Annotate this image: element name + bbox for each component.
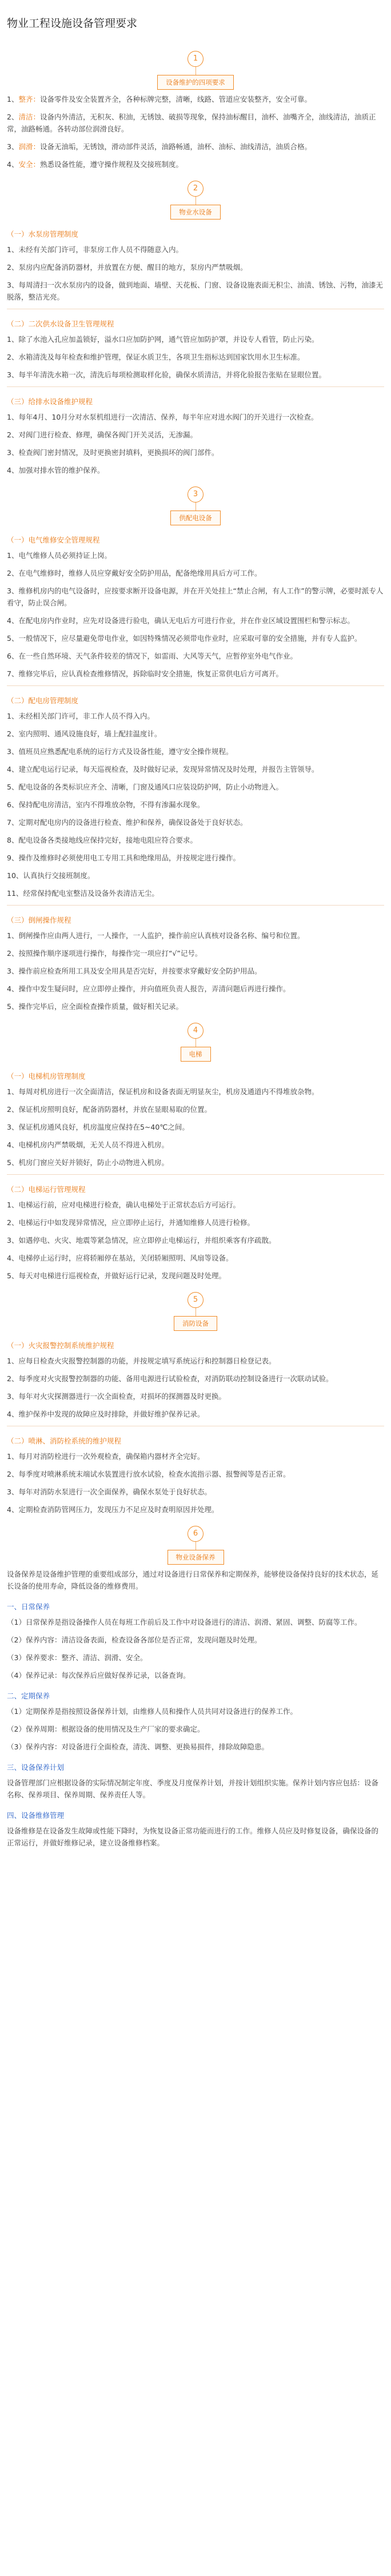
list-item: 1、应每日检查火灾报警控制器的功能，并按规定填写系统运行和控制器日检登记表。 bbox=[7, 1357, 276, 1365]
block-body bbox=[0, 710, 391, 899]
item-number: 2、 bbox=[7, 113, 19, 121]
block-title: 二、定期保养 bbox=[7, 1692, 50, 1700]
list-item: 4、电梯机房内严禁吸烟，无关人员不得进入机房。 bbox=[7, 1141, 169, 1149]
section-number: 5 bbox=[187, 1292, 204, 1308]
list-item: 1、倒闸操作应由两人进行，一人操作，一人监护，操作前应认真核对设备名称、编号和位置。 bbox=[7, 931, 305, 940]
list-item: 4、建立配电运行记录，每天巡视检查，及时做好记录，发现异常情况及时处理，并报告主管领导。 bbox=[7, 765, 319, 773]
item-key: 安全： bbox=[18, 160, 40, 169]
list-item: 4、在配电房内作业时，应先对设备进行验电，确认无电后方可进行作业，并在作业区域设置围栏和警示标志。 bbox=[7, 616, 354, 625]
list-item: 1、每周对机房进行一次全面清洁，保证机房和设备表面无明显灰尘，机房及通道内不得堆放杂物。 bbox=[7, 1087, 319, 1096]
list-item: （2）保养内容：清洁设备表面，检查设备各部位是否正常，发现问题及时处理。 bbox=[7, 1636, 262, 1644]
section-label: 物业水设备 bbox=[170, 205, 221, 220]
section-label: 消防设备 bbox=[174, 1316, 217, 1331]
list-item: （1）日常保养是指设备操作人员在每班工作前后及工作中对设备进行的清洁、润滑、紧固、调整、防腐等工作。 bbox=[7, 1618, 362, 1626]
item-number: 1、 bbox=[7, 95, 19, 103]
section-5-header bbox=[0, 1292, 391, 1331]
list-item: 1、电梯运行前，应对电梯进行检查，确认电梯处于正常状态后方可运行。 bbox=[7, 1201, 240, 1209]
block-body bbox=[0, 1616, 391, 1681]
list-item: 3、检查阀门密封情况，及时更换密封填料，更换损坏的阀门部件。 bbox=[7, 448, 219, 457]
block-title: （二）电梯运行管理规程 bbox=[7, 1185, 86, 1194]
block-body bbox=[0, 549, 391, 680]
list-item: 1、每月对消防栓进行一次外观检查，确保箱内器材齐全完好。 bbox=[7, 1452, 205, 1461]
list-item: （3）保养内容：对设备进行全面检查，清洗、调整、更换易损件，排除故障隐患。 bbox=[7, 1742, 269, 1751]
list-item: 2、每季度对喷淋系统末端试水装置进行放水试验，检查水流指示器、报警阀等是否正常。 bbox=[7, 1470, 290, 1478]
list-item: 设备管理部门应根据设备的实际情况制定年度、季度及月度保养计划，并按计划组织实施。保养计划内容应包括：设备名称、保养项目、保养周期、保养责任人等。 bbox=[7, 1779, 379, 1799]
list-item: 4、操作中发生疑问时，应立即停止操作，并向值班负责人报告，弄清问题后再进行操作。 bbox=[7, 984, 290, 993]
item-text: 设备无油垢，无锈蚀，滑动部件灵活，油路畅通，油杯、油标、油线清洁，油质合格。 bbox=[39, 142, 312, 151]
list-item: 5、机房门窗应关好并锁好，防止小动物进入机房。 bbox=[7, 1158, 169, 1167]
list-item: 3、每周清扫一次水泵房内的设备，做到地面、墙壁、天花板、门窗、设备设施表面无积尘、油渍、锈蚀、污物，油漆无脱落，整洁光亮。 bbox=[7, 281, 383, 301]
block-body bbox=[0, 1355, 391, 1420]
list-item: 2、按照操作顺序逐项进行操作，每操作完一项应打“√”记号。 bbox=[7, 949, 202, 958]
item-text: 设备内外清洁，无积灰、积油，无锈蚀、破损等现象，保持油标醒目，油杯、油嘴齐全，油线清洁，油质正常，油路畅通。各转动部位润滑良好。 bbox=[7, 113, 376, 133]
list-item: （4）保养记录：每次保养后应做好保养记录，以备查询。 bbox=[7, 1671, 190, 1680]
list-item: 2、保证机房照明良好，配备消防器材，并放在显眼易取的位置。 bbox=[7, 1105, 212, 1114]
list-item: 8、配电设备各类接地线应保持完好，接地电阻应符合要求。 bbox=[7, 836, 197, 844]
block-title: （二）配电房管理制度 bbox=[7, 696, 79, 705]
list-item: 5、一般情况下，应尽量避免带电作业，如因特殊情况必须带电作业时，应采取可靠的安全措施，并有专人监护。 bbox=[7, 634, 362, 643]
list-item: （3）保养要求：整齐、清洁、润滑、安全。 bbox=[7, 1653, 147, 1662]
item-key: 清洁： bbox=[18, 113, 40, 121]
section-number: 2 bbox=[187, 181, 204, 197]
block-title: （二）二次供水设备卫生管理规程 bbox=[7, 320, 114, 328]
block-title: 三、设备保养计划 bbox=[7, 1763, 65, 1772]
block-title: 四、设备维修管理 bbox=[7, 1811, 65, 1820]
block-title: （一）火灾报警控制系统维护规程 bbox=[7, 1341, 114, 1350]
list-item: 3、每半年清洗水箱一次，清洗后每项检测取样化验，确保水质清洁，并将化验报告张贴在显眼位置。 bbox=[7, 370, 326, 379]
block-body bbox=[0, 930, 391, 1012]
block-title: （三）给排水设备维护规程 bbox=[7, 397, 93, 406]
list-item: 7、维修完毕后，应认真检查维修情况，拆除临时安全措施，恢复正常供电后方可离开。 bbox=[7, 669, 283, 678]
section-label: 电梯 bbox=[181, 1047, 211, 1062]
list-item: 4、定期检查消防管网压力，发现压力不足应及时查明原因并处理。 bbox=[7, 1505, 219, 1514]
list-item: 1、电气维修人员必须持证上岗。 bbox=[7, 551, 111, 560]
list-item: 6、保持配电房清洁，室内不得堆放杂物，不得有渗漏水现象。 bbox=[7, 800, 205, 809]
item-key: 润滑： bbox=[18, 142, 40, 151]
list-item: 2、电梯运行中如发现异常情况，应立即停止运行，并通知维修人员进行检修。 bbox=[7, 1218, 254, 1227]
list-item: 1、除了水池入孔应加盖锁好，溢水口应加防护网，通气管应加防护罩，并设专人看管，防止污染。 bbox=[7, 335, 319, 344]
section-label: 供配电设备 bbox=[170, 511, 221, 525]
list-item: 2、每季度对火灾报警控制器的功能、备用电源进行试验检查，对消防联动控制设备进行一次联动试验。 bbox=[7, 1374, 333, 1383]
list-item: 2、对阀门进行检查、修理，确保各阀门开关灵活，无渗漏。 bbox=[7, 430, 197, 439]
section-3-header bbox=[0, 487, 391, 525]
block-body bbox=[0, 411, 391, 476]
list-item: 6、在一些自然环境、天气条件较差的情况下，如雷雨、大风等天气，应暂停室外电气作业。 bbox=[7, 652, 297, 660]
section-number: 4 bbox=[187, 1023, 204, 1039]
divider bbox=[7, 386, 384, 387]
block-title: （二）喷淋、消防栓系统的维护规程 bbox=[7, 1437, 122, 1445]
list-item bbox=[0, 158, 391, 170]
list-item: 4、维护保养中发现的故障应及时排除，并做好维护保养记录。 bbox=[7, 1410, 205, 1418]
list-item: 11、经常保持配电室整洁及设备外表清洁无尘。 bbox=[7, 889, 159, 898]
list-item: 1、每年4月、10月分对水泵机组进行一次清洁、保养，每半年应对进水阀门的开关进行一次检查。 bbox=[7, 413, 318, 421]
list-item: 4、加强对排水管的维护保养。 bbox=[7, 466, 105, 474]
list-item: 5、配电设备的各类标识应齐全、清晰，门窗及通风口应装设防护网，防止小动物进入。 bbox=[7, 783, 283, 791]
item-text: 熟悉设备性能，遵守操作规程及交接班制度。 bbox=[39, 160, 183, 169]
item-number: 4、 bbox=[7, 160, 19, 169]
block-body bbox=[0, 1450, 391, 1516]
list-item: 9、操作及维修时必须使用电工专用工具和绝缘用品，并按规定进行操作。 bbox=[7, 854, 240, 862]
list-item bbox=[0, 111, 391, 135]
block-title: （三）倒闸操作规程 bbox=[7, 916, 71, 924]
item-number: 3、 bbox=[7, 142, 19, 151]
list-item: 5、操作完毕后，应全面检查操作质量，做好相关记录。 bbox=[7, 1002, 183, 1011]
section-4-header bbox=[0, 1023, 391, 1062]
list-item: 5、每天对电梯进行巡视检查，并做好运行记录，发现问题及时处理。 bbox=[7, 1271, 226, 1280]
list-item bbox=[0, 141, 391, 153]
section-number: 6 bbox=[187, 1526, 204, 1542]
block-title: （一）水泵房管理制度 bbox=[7, 230, 79, 238]
divider bbox=[7, 1174, 384, 1175]
page-title: 物业工程设施设备管理要求 bbox=[7, 17, 138, 30]
block-title: （一）电气维修安全管理规程 bbox=[7, 536, 100, 544]
block-body bbox=[0, 333, 391, 381]
list-item: 3、操作前应检查所用工具及安全用具是否完好，并按要求穿戴好安全防护用品。 bbox=[7, 967, 262, 975]
list-item: 7、定期对配电房内的设备进行检查、维护和保养，确保设备处于良好状态。 bbox=[7, 818, 248, 827]
list-item: 3、每年对火灾探测器进行一次全面检查，对损坏的探测器及时更换。 bbox=[7, 1392, 226, 1401]
list-item: 2、室内照明、通风设施良好，墙上配挂温度计。 bbox=[7, 729, 162, 738]
section-2-header bbox=[0, 181, 391, 220]
section-1-body bbox=[0, 93, 391, 170]
list-item: 4、电梯停止运行时，应将轿厢停在基站，关闭轿厢照明、风扇等设备。 bbox=[7, 1254, 233, 1262]
block-title: 一、日常保养 bbox=[7, 1602, 50, 1611]
list-item: 2、泵房内应配备消防器材，并放置在方便、醒目的地方，泵房内严禁吸烟。 bbox=[7, 263, 248, 272]
list-item: 设备维修是在设备发生故障或性能下降时，为恢复设备正常功能而进行的工作。维修人员应及时修复设备，确保设备的正常运行，并做好维修记录，建立设备维修档案。 bbox=[7, 1827, 379, 1847]
section-label: 设备维护的四项要求 bbox=[157, 75, 234, 90]
divider bbox=[7, 685, 384, 686]
list-item: 3、保证机房通风良好，机房温度应保持在5~40℃之间。 bbox=[7, 1123, 189, 1131]
section-number: 3 bbox=[187, 487, 204, 503]
block-body bbox=[0, 1777, 391, 1801]
list-item: （2）保养周期：根据设备的使用情况及生产厂家的要求确定。 bbox=[7, 1725, 205, 1733]
block-body bbox=[0, 1705, 391, 1753]
list-item: 3、如遇停电、火灾、地震等紧急情况，应立即停止电梯运行，并组织乘客有序疏散。 bbox=[7, 1236, 276, 1245]
section-number: 1 bbox=[187, 51, 204, 67]
block-body bbox=[0, 244, 391, 303]
block-body bbox=[0, 1825, 391, 1849]
section-label: 物业设备保养 bbox=[167, 1550, 224, 1565]
item-key: 整齐： bbox=[18, 95, 40, 103]
divider bbox=[7, 905, 384, 906]
list-item: 1、未经有关部门许可，非泵房工作人员不得随意入内。 bbox=[7, 245, 183, 254]
list-item: 2、水箱清洗及每年检查和维护管理，保证水质卫生，各项卫生指标达到国家饮用水卫生标准。 bbox=[7, 353, 305, 361]
paragraph: 设备保养是设备维护管理的重要组成部分，通过对设备进行日常保养和定期保养，能够使设备保持良好的技术状态，延长设备的使用寿命，降低设备的维修费用。 bbox=[7, 1570, 379, 1590]
list-item: 10、认真执行交接班制度。 bbox=[7, 871, 95, 880]
list-item: 2、在电气维修时，维修人员应穿戴好安全防护用品，配备绝缘用具后方可工作。 bbox=[7, 569, 262, 577]
list-item bbox=[0, 93, 391, 105]
block-body bbox=[0, 1199, 391, 1282]
section-6-header bbox=[0, 1526, 391, 1565]
list-item: 3、维修机房内的电气设备时，应按要求断开设备电源，并在开关处挂上“禁止合闸，有人工作”的警示牌，必要时派专人看守，防止误合闸。 bbox=[7, 587, 384, 607]
list-item: 3、值班员应熟悉配电系统的运行方式及设备性能，遵守安全操作规程。 bbox=[7, 747, 233, 756]
list-item: 3、每年对消防水泵进行一次全面保养，确保水泵处于良好状态。 bbox=[7, 1488, 212, 1496]
block-title: （一）电梯机房管理制度 bbox=[7, 1072, 86, 1080]
item-text: 设备零件及安全装置齐全，各种标牌完整，清晰，线路、管道应安装整齐，安全可靠。 bbox=[39, 95, 312, 103]
block-body bbox=[0, 1086, 391, 1169]
list-item: （1）定期保养是指按照设备保养计划，由维修人员和操作人员共同对设备进行的保养工作。 bbox=[7, 1707, 297, 1716]
list-item: 1、未经相关部门许可，非工作人员不得入内。 bbox=[7, 712, 154, 720]
section-1-header bbox=[0, 51, 391, 90]
